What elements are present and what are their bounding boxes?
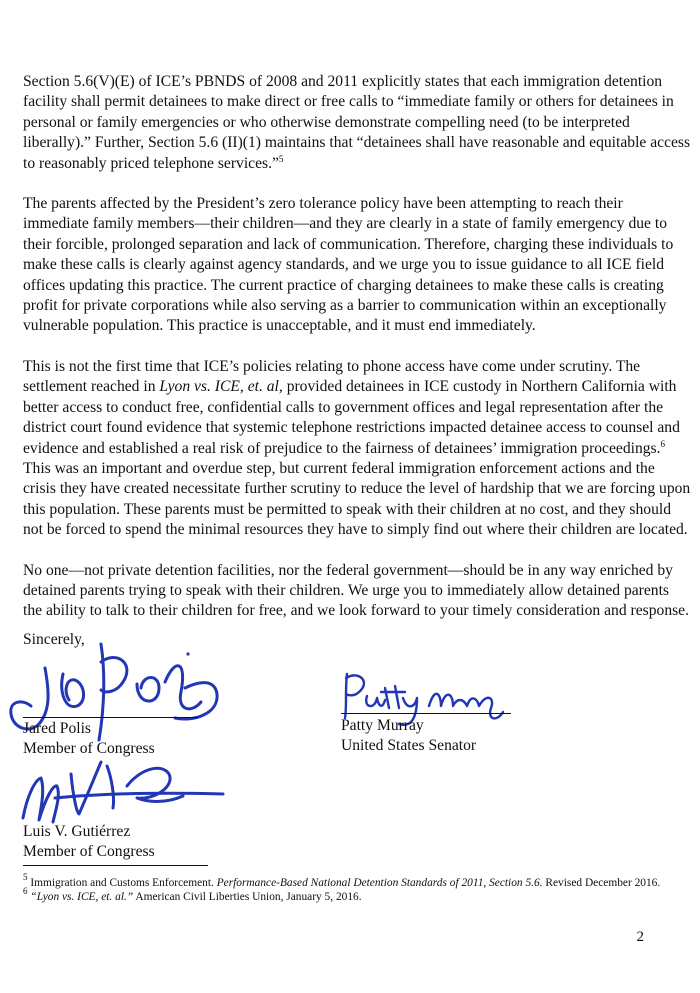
footnote-ref-6: 6 <box>660 438 666 449</box>
case-name: Lyon vs. ICE, et. al, <box>159 378 283 396</box>
signatory-title: Member of Congress <box>23 843 155 860</box>
paragraph-zero-tolerance: The parents affected by the President’s zero tolerance policy have been attempting to reach their immediate family members—their children—and they are clearly in a state of family emergency due to their forcible, prolonged separation and lack of communication. Therefore, charging these individuals to make these calls is clearly against agency standards, and we urge you to issue guidance to all ICE field offices updating this practice. The current practice of charging detainees to make these calls is creating profit for private corporations while also serving as a barrier to communication within an exceptionally vulnerable population. This practice is unacceptable, and it must end immediately. <box>23 195 674 335</box>
footnote-6: $^6$ “Lyon vs. ICE, et. al.” American Civil Liberties Union, January 5, 2016. <box>23 886 362 904</box>
paragraph-lyon-settlement: This is not the first time that ICE’s policies relating to phone access have come under scrutiny. The settlement reached in Lyon vs. ICE, et. al, provided detainees in ICE custody in Northern California with better access to conduct free, confidential calls to government offices and legal representation after the district court found evidence that systemic telephone restrictions impacted detainee access to counsel and evidence and established a real risk of prejudice to the fairness of detainees’ immigration proceedings.$^6$ This was an important and overdue step, but current federal immigration enforcement actions and the crisis they have created necessitate further scrutiny to reduce the level of hardship that we are forcing upon this population. These parents must be permitted to speak with their children at no cost, and they should not be forced to spend the minimal resources they have to simply find out where their children are located. <box>23 357 691 539</box>
signatory-murray <box>341 716 476 756</box>
footnote-divider <box>23 865 208 866</box>
footnotes <box>23 872 663 904</box>
signatory-polis <box>23 719 155 759</box>
signature-line-polis <box>23 717 198 718</box>
signatory-name: Luis V. Gutiérrez <box>23 823 131 840</box>
closing-salutation: Sincerely, <box>23 631 85 648</box>
signatory-name: Patty Murray <box>341 717 424 734</box>
signatory-title: United States Senator <box>341 737 477 754</box>
signatory-title: Member of Congress <box>23 740 155 757</box>
signatory-name: Jared Polis <box>23 720 92 737</box>
paragraph-pbnds-standards: Section 5.6(V)(E) of ICE’s PBNDS of 2008 and 2011 explicitly states that each immigration detention facility shall permit detainees to make direct or free calls to “immediate family or others for detainees in personal or family emergencies or who otherwise demonstrate compelling need (to be interpreted liberally).” Further, Section 5.6 (II)(1) maintains that “detainees shall have reasonable and equitable access to reasonably priced telephone services.”$^5$ <box>23 73 691 172</box>
signatory-gutierrez <box>23 822 155 862</box>
page-number: 2 <box>636 929 644 945</box>
paragraph-request: No one—not private detention facilities, nor the federal government—should be in any way enriched by detained parents trying to speak with their children. We urge you to immediately allow detained parents the ability to talk to their children for free, and we look forward to your timely consideration and response. <box>23 561 690 620</box>
letter-body <box>23 72 691 642</box>
signature-gutierrez <box>15 756 235 831</box>
footnote-ref-5: 5 <box>278 153 284 164</box>
footnote-5: $^5$ Immigration and Customs Enforcement. Performance-Based National Detention Standards of 2011, Section 5.6. Revised December 2016. <box>23 872 661 889</box>
signature-line-murray <box>341 713 511 714</box>
